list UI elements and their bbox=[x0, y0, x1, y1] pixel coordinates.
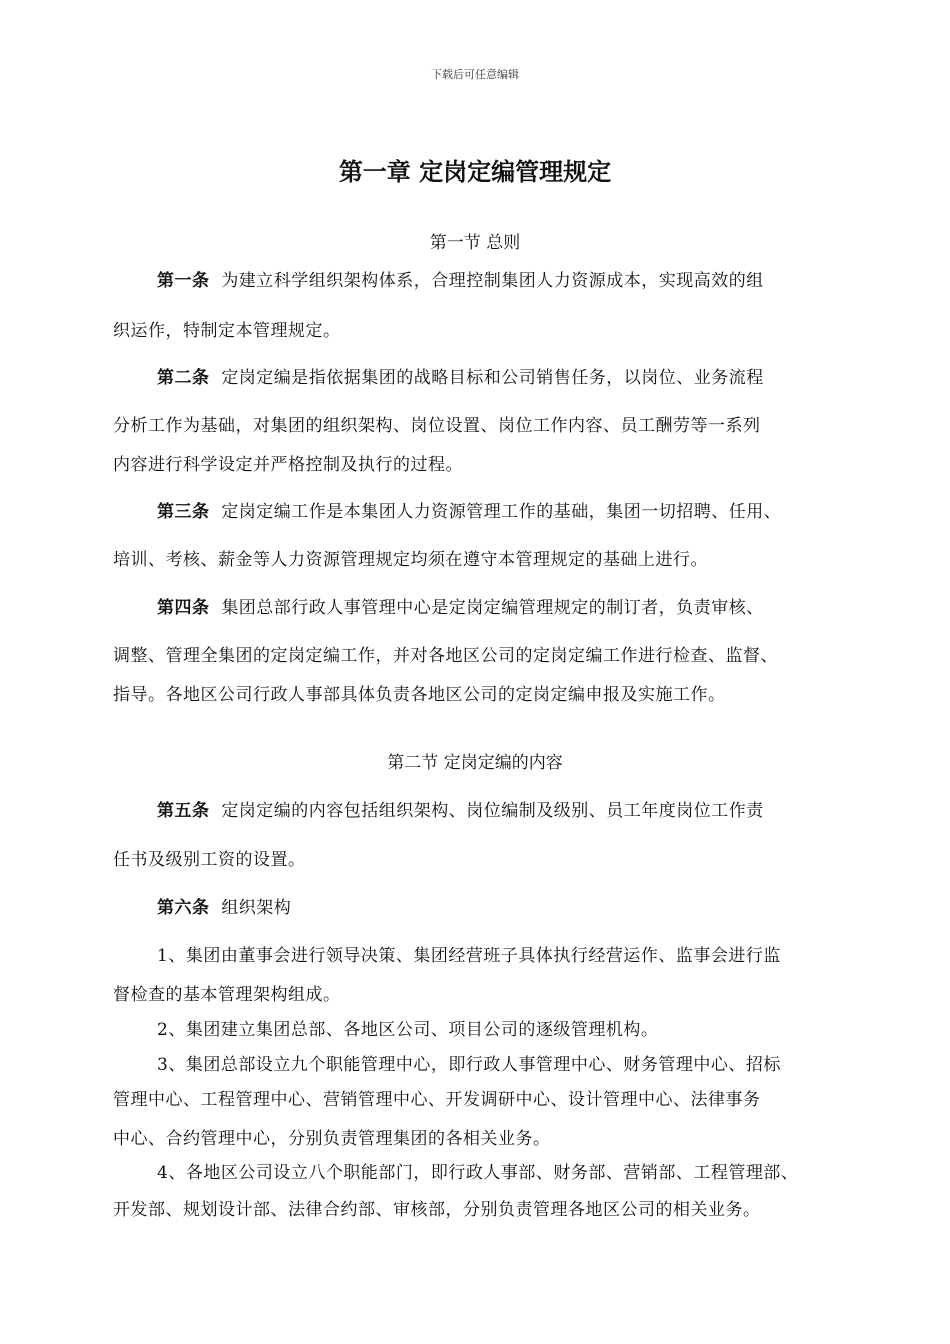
article-2-label: 第二条 bbox=[157, 368, 210, 388]
article-5-label: 第五条 bbox=[157, 801, 210, 821]
item-1-line-2: 督检查的基本管理架构组成。 bbox=[113, 985, 341, 1005]
item-1-line-1: 1、集团由董事会进行领导决策、集团经营班子具体执行经营运作、监事会进行监 bbox=[157, 946, 781, 966]
item-3-line-2: 管理中心、工程管理中心、营销管理中心、开发调研中心、设计管理中心、法律事务 bbox=[113, 1090, 761, 1110]
article-3-first-line bbox=[157, 497, 781, 522]
page-header: 下载后可任意编辑 bbox=[431, 68, 519, 81]
article-4-text: 集团总部行政人事管理中心是定岗定编管理规定的制订者，负责审核、 bbox=[221, 598, 764, 618]
article-6-label: 第六条 bbox=[157, 898, 210, 918]
article-3-text: 定岗定编工作是本集团人力资源管理工作的基础，集团一切招聘、任用、 bbox=[221, 502, 782, 522]
article-2-text: 定岗定编是指依据集团的战略目标和公司销售任务，以岗位、业务流程 bbox=[221, 368, 764, 388]
section-title-2: 第二节 定岗定编的内容 bbox=[387, 753, 563, 773]
article-2-line-2: 分析工作为基础，对集团的组织架构、岗位设置、岗位工作内容、员工酬劳等一系列 bbox=[113, 416, 761, 436]
article-5-first-line bbox=[157, 796, 764, 821]
article-1-label: 第一条 bbox=[157, 271, 210, 291]
article-5-line-2: 任书及级别工资的设置。 bbox=[113, 850, 306, 870]
chapter-title: 第一章 定岗定编管理规定 bbox=[338, 157, 612, 186]
article-1-first-line bbox=[157, 266, 764, 291]
item-3-line-1: 3、集团总部设立九个职能管理中心，即行政人事管理中心、财务管理中心、招标 bbox=[157, 1055, 781, 1075]
article-3-line-2: 培训、考核、薪金等人力资源管理规定均须在遵守本管理规定的基础上进行。 bbox=[113, 550, 708, 570]
item-4-line-1: 4、各地区公司设立八个职能部门，即行政人事部、财务部、营销部、工程管理部、 bbox=[157, 1163, 799, 1183]
article-6-text: 组织架构 bbox=[221, 898, 292, 918]
article-3-label: 第三条 bbox=[157, 502, 210, 522]
item-3-line-3: 中心、合约管理中心，分别负责管理集团的各相关业务。 bbox=[113, 1129, 551, 1149]
item-2-line-1: 2、集团建立集团总部、各地区公司、项目公司的逐级管理机构。 bbox=[157, 1020, 659, 1040]
article-1-line-2: 织运作，特制定本管理规定。 bbox=[113, 321, 341, 341]
article-1-text: 为建立科学组织架构体系，合理控制集团人力资源成本，实现高效的组 bbox=[221, 271, 764, 291]
section-title-1: 第一节 总则 bbox=[429, 233, 521, 253]
article-2-line-3: 内容进行科学设定并严格控制及执行的过程。 bbox=[113, 455, 463, 475]
article-6-line bbox=[157, 893, 291, 918]
article-4-line-3: 指导。各地区公司行政人事部具体负责各地区公司的定岗定编申报及实施工作。 bbox=[113, 685, 726, 705]
item-4-line-2: 开发部、规划设计部、法律合约部、审核部，分别负责管理各地区公司的相关业务。 bbox=[113, 1200, 761, 1220]
article-5-text: 定岗定编的内容包括组织架构、岗位编制及级别、员工年度岗位工作责 bbox=[221, 801, 764, 821]
article-2-first-line bbox=[157, 363, 764, 388]
article-4-label: 第四条 bbox=[157, 598, 210, 618]
article-4-first-line bbox=[157, 593, 764, 618]
article-4-line-2: 调整、管理全集团的定岗定编工作，并对各地区公司的定岗定编工作进行检查、监督、 bbox=[113, 646, 778, 666]
